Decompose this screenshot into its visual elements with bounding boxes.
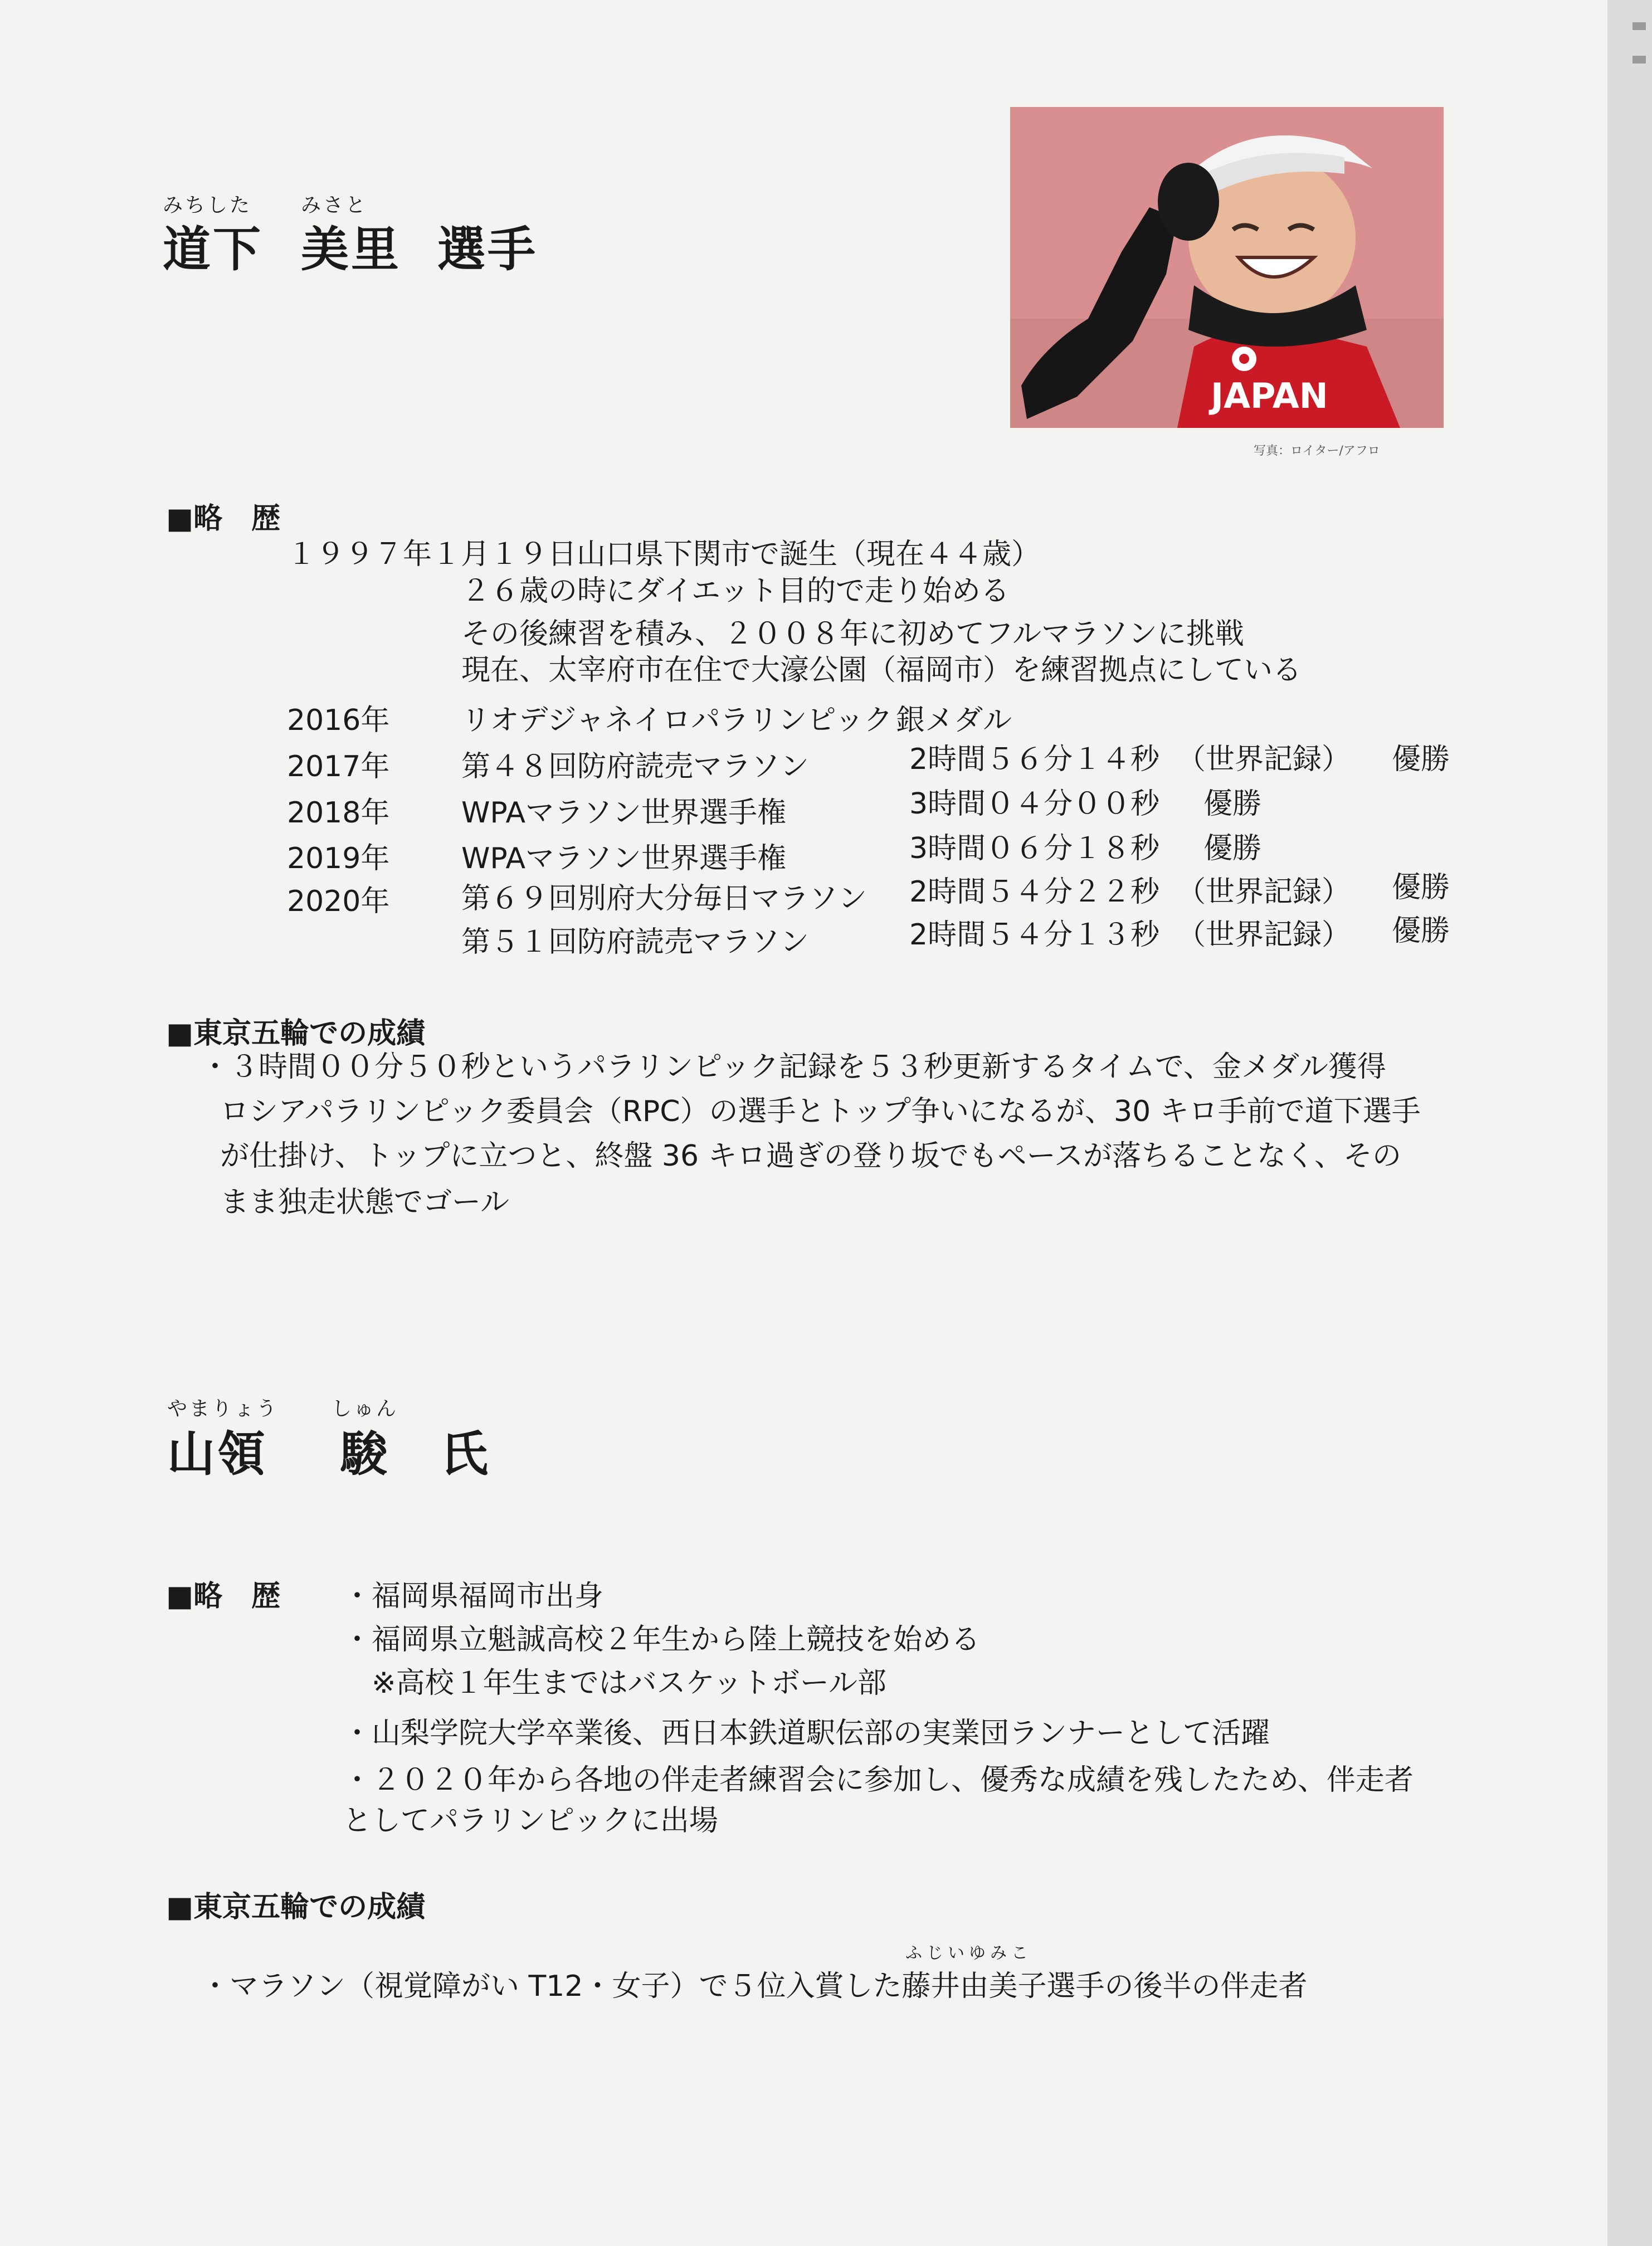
- result-time: 2時間５６分１４秒: [909, 743, 1160, 776]
- guide-given-ruby: しゅん: [332, 1397, 399, 1420]
- athlete-tokyo-heading: ■東京五輪での成績: [166, 1017, 426, 1050]
- result-time: 3時間０４分００秒: [909, 787, 1160, 821]
- result-note: （世界記録）: [1177, 918, 1351, 952]
- edge-mark: [1632, 56, 1646, 64]
- guide-tokyo-line-post: 選手の後半の伴走者: [1046, 1970, 1308, 2003]
- athlete-tokyo-line: が仕掛け、トップに立つと、終盤 36 キロ過ぎの登り坂でもペースが落ちることなく、その: [220, 1139, 1401, 1173]
- guide-tokyo-line: [201, 1962, 1308, 2004]
- result-note: （世界記録）: [1177, 875, 1351, 909]
- result-award: 優勝: [1392, 743, 1450, 776]
- guide-tokyo-partner-name: 藤井由美子: [901, 1970, 1047, 2003]
- guide-family-ruby: やまりょう: [167, 1397, 279, 1420]
- athlete-given-name: 美里: [301, 222, 401, 277]
- guide-suffix: 氏: [440, 1426, 490, 1482]
- guide-history-line: ・２０２０年から各地の伴走者練習会に参加し、優秀な成績を残したため、伴走者: [343, 1763, 1414, 1797]
- guide-tokyo-heading: ■東京五輪での成績: [166, 1891, 426, 1924]
- athlete-given-ruby: みさと: [301, 194, 368, 217]
- athlete-history-line: ２６歳の時にダイエット目的で走り始める: [461, 574, 1010, 608]
- result-event: WPAマラソン世界選手権: [461, 842, 787, 875]
- athlete-tokyo-line: ・３時間００分５０秒というパラリンピック記録を５３秒更新するタイムで、金メダル獲得: [201, 1050, 1386, 1084]
- athlete-history-line: その後練習を積み、２００８年に初めてフルマラソンに挑戦: [461, 617, 1245, 651]
- guide-history-line: ※高校１年生まではバスケットボール部: [343, 1667, 886, 1700]
- result-note: 銀メダル: [896, 704, 1012, 737]
- result-award: 優勝: [1392, 914, 1450, 948]
- result-year: 2018年: [287, 796, 390, 830]
- result-time: 2時間５４分１３秒: [909, 918, 1160, 952]
- guide-family-name: 山領: [167, 1426, 267, 1482]
- athlete-history-line: 現在、太宰府市在住で大濠公園（福岡市）を練習拠点にしている: [461, 654, 1302, 687]
- result-event: 第５１回防府読売マラソン: [461, 925, 810, 959]
- athlete-tokyo-line: まま独走状態でゴール: [220, 1186, 509, 1219]
- athlete-family-name: 道下: [163, 222, 263, 277]
- result-event: WPAマラソン世界選手権: [461, 796, 787, 830]
- guide-given-name: 駿: [340, 1426, 390, 1482]
- athlete-photo: [1010, 107, 1444, 428]
- guide-history-heading: ■略 歴: [166, 1580, 281, 1613]
- result-event: 第６９回別府大分毎日マラソン: [461, 882, 868, 915]
- page-edge: [1607, 0, 1652, 2246]
- result-award: 優勝: [1203, 787, 1262, 821]
- guide-history-line: ・山梨学院大学卒業後、西日本鉄道駅伝部の実業団ランナーとして活躍: [343, 1717, 1270, 1750]
- result-award: 優勝: [1203, 832, 1262, 865]
- guide-history-line: ・福岡県福岡市出身: [343, 1580, 604, 1613]
- result-time: 3時間０６分１８秒: [909, 832, 1160, 865]
- edge-mark: [1632, 22, 1646, 30]
- guide-tokyo-line-pre: ・マラソン（視覚障がい T12・女子）で５位入賞した: [201, 1970, 902, 2003]
- result-event: 第４８回防府読売マラソン: [461, 750, 810, 783]
- result-event: リオデジャネイロパラリンピック: [461, 704, 893, 737]
- athlete-history-line: １９９７年１月１９日山口県下関市で誕生（現在４４歳）: [287, 538, 1041, 571]
- result-year: 2016年: [287, 704, 390, 737]
- athlete-family-ruby: みちした: [163, 194, 252, 217]
- photo-credit: 写真：ロイター/アフロ: [1254, 444, 1380, 458]
- svg-text:JAPAN: JAPAN: [1211, 376, 1328, 416]
- athlete-tokyo-line: ロシアパラリンピック委員会（RPC）の選手とトップ争いになるが、30 キロ手前で道下選手: [220, 1095, 1421, 1128]
- result-note: （世界記録）: [1177, 743, 1351, 776]
- guide-history-line: ・福岡県立魁誠高校２年生から陸上競技を始める: [343, 1623, 981, 1657]
- athlete-history-heading: ■略 歴: [166, 502, 281, 535]
- guide-history-line: としてパラリンピックに出場: [343, 1804, 718, 1838]
- result-award: 優勝: [1392, 871, 1450, 904]
- result-year: 2020年: [287, 885, 390, 918]
- result-year: 2019年: [287, 842, 390, 875]
- athlete-suffix: 選手: [437, 222, 538, 277]
- result-time: 2時間５４分２２秒: [909, 875, 1160, 909]
- result-year: 2017年: [287, 750, 390, 783]
- guide-tokyo-ruby: ふじいゆみこ: [905, 1943, 1032, 1963]
